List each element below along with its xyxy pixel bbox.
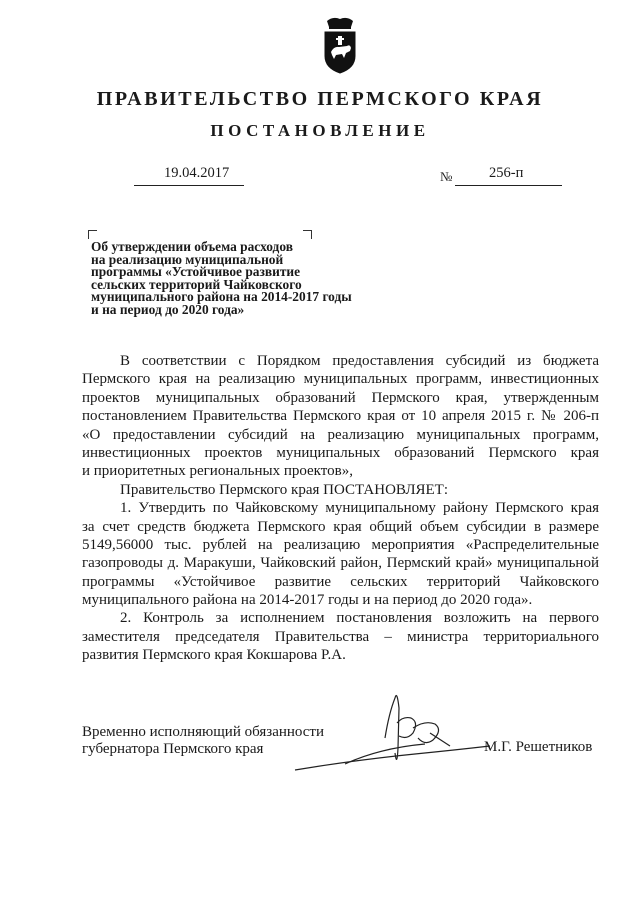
org-title: ПРАВИТЕЛЬСТВО ПЕРМСКОГО КРАЯ [96,88,544,110]
signatory-title-line: губернатора Пермского края [82,741,264,757]
body-line: проектов муниципальных образований Пермского края, утвержденным [82,389,599,406]
signatory-name: М.Г. Решетников [484,739,593,755]
body-line: за счет средств бюджета Пермского края общий объем субсидии в размере [82,518,599,535]
subject-corner-right [303,230,312,239]
subject-line: сельских территорий Чайковского [91,276,302,292]
body-line: газопроводы д. Маракуши, Чайковский район, Пермский край» муниципальной [82,555,599,572]
doc-type-title: ПОСТАНОВЛЕНИЕ [210,121,430,140]
subject-line: на реализацию муниципальной [91,251,284,267]
date-field [134,165,244,186]
body-line: программы «Устойчивое развитие сельских территорий Чайковского [82,573,599,590]
body-line: Пермского края на реализацию муниципальных программ, инвестиционных [82,371,599,388]
subject-line: и на период до 2020 года» [91,301,245,317]
body-line: заместителя председателя Правительства – министра территориального [82,628,599,645]
body-line: муниципального района на 2014-2017 годы и на период до 2020 года». [82,592,533,609]
signatory-title-line: Временно исполняющий обязанности [82,724,325,740]
subject-line: программы «Устойчивое развитие [91,264,301,280]
body-line: 1. Утвердить по Чайковскому муниципальному району Пермского края [120,500,599,517]
body-line: развития Пермского края Кокшарова Р.А. [82,647,346,664]
document-date: 19.04.2017 [164,165,230,181]
body-line: В соответствии с Порядком предоставления субсидий из бюджета [120,353,599,369]
subject-line: муниципального района на 2014-2017 годы [91,289,352,305]
body-line: 2. Контроль за исполнением постановления возложить на первого [120,610,599,627]
body-line: инвестиционных проектов муниципальных образований Пермского края [82,444,599,461]
number-sign: № [440,169,453,184]
body-line: Правительство Пермского края ПОСТАНОВЛЯЕТ: [120,481,449,498]
handwritten-signature [285,678,500,778]
subject-line: Об утверждении объема расходов [91,239,293,254]
number-field [455,165,562,186]
body-line: и приоритетных региональных проектов», [82,463,353,480]
document-body [82,352,599,665]
document-subject [91,241,411,317]
subject-corner-left [88,230,97,239]
body-line: «О предоставлении субсидий на реализацию муниципальных программ, [82,426,599,443]
perm-krai-coat-of-arms-icon [317,16,363,76]
body-line: 5149,56000 тыс. рублей на реализацию мероприятия «Распределительные [82,536,599,553]
document-number: 256-п [489,165,524,181]
body-line: постановлением Правительства Пермского края от 10 апреля 2015 г. № 206-п [82,408,599,425]
